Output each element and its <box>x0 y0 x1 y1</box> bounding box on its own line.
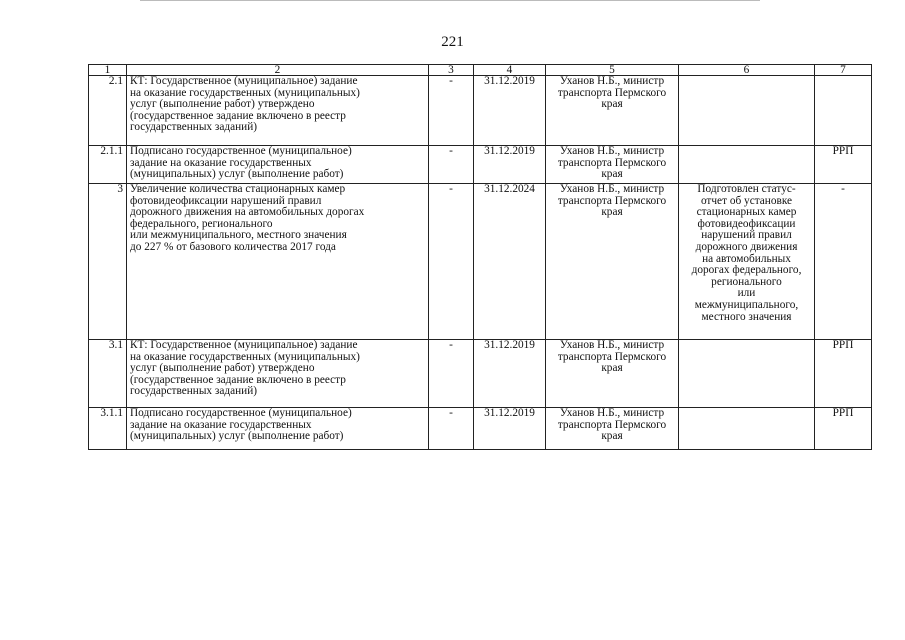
table-row <box>89 408 872 450</box>
row-col3: - <box>429 340 474 408</box>
row-responsible: Уханов Н.Б., министр транспорта Пермского края <box>546 340 679 408</box>
row-number: 2.1.1 <box>89 146 127 184</box>
table-row <box>89 76 872 146</box>
row-result <box>679 408 815 450</box>
row-responsible: Уханов Н.Б., министр транспорта Пермского края <box>546 76 679 146</box>
row-col7: РРП <box>815 340 872 408</box>
row-number: 2.1 <box>89 76 127 146</box>
table-row <box>89 146 872 184</box>
row-responsible: Уханов Н.Б., министр транспорта Пермского края <box>546 146 679 184</box>
row-number: 3.1 <box>89 340 127 408</box>
plan-table <box>88 64 872 450</box>
row-result <box>679 76 815 146</box>
row-date: 31.12.2019 <box>474 340 546 408</box>
scan-edge-line <box>140 0 760 1</box>
row-date: 31.12.2024 <box>474 184 546 340</box>
row-responsible: Уханов Н.Б., министр транспорта Пермского края <box>546 184 679 340</box>
row-result <box>679 340 815 408</box>
row-description: Подписано государственное (муниципальное) задание на оказание государственных (муниципальных) услуг (выполнение работ) <box>127 408 429 450</box>
row-description: Увеличение количества стационарных камер фотовидеофиксации нарушений правил дорожного движения на автомобильных дорогах федерального, регионального или межмуниципального, местного значения до 227 % от базового количества 2017 года <box>127 184 429 340</box>
table-row <box>89 184 872 340</box>
row-result <box>679 146 815 184</box>
row-col3: - <box>429 76 474 146</box>
table-row <box>89 340 872 408</box>
page-number: 221 <box>441 34 464 50</box>
row-responsible: Уханов Н.Б., министр транспорта Пермского края <box>546 408 679 450</box>
row-col7: РРП <box>815 146 872 184</box>
column-number-2: 2 <box>127 65 429 76</box>
column-number-6: 6 <box>679 65 815 76</box>
row-number: 3.1.1 <box>89 408 127 450</box>
column-number-3: 3 <box>429 65 474 76</box>
row-col7 <box>815 76 872 146</box>
row-col7: РРП <box>815 408 872 450</box>
row-date: 31.12.2019 <box>474 408 546 450</box>
column-number-4: 4 <box>474 65 546 76</box>
row-description: КТ: Государственное (муниципальное) задание на оказание государственных (муниципальных) услуг (выполнение работ) утверждено (государственное задание включено в реестр государственных заданий) <box>127 340 429 408</box>
column-number-1: 1 <box>89 65 127 76</box>
row-result: Подготовлен статус- отчет об установке стационарных камер фотовидеофиксации нарушений правил дорожного движения на автомобильных дорогах федерального, регионального или межмуниципального, местного значения <box>679 184 815 340</box>
row-col3: - <box>429 146 474 184</box>
row-number: 3 <box>89 184 127 340</box>
row-description: Подписано государственное (муниципальное) задание на оказание государственных (муниципальных) услуг (выполнение работ) <box>127 146 429 184</box>
row-col3: - <box>429 408 474 450</box>
column-number-7: 7 <box>815 65 872 76</box>
row-description: КТ: Государственное (муниципальное) задание на оказание государственных (муниципальных) услуг (выполнение работ) утверждено (государственное задание включено в реестр государственных заданий) <box>127 76 429 146</box>
table-header-row <box>89 65 872 76</box>
row-date: 31.12.2019 <box>474 76 546 146</box>
column-number-5: 5 <box>546 65 679 76</box>
row-date: 31.12.2019 <box>474 146 546 184</box>
row-col7: - <box>815 184 872 340</box>
row-col3: - <box>429 184 474 340</box>
